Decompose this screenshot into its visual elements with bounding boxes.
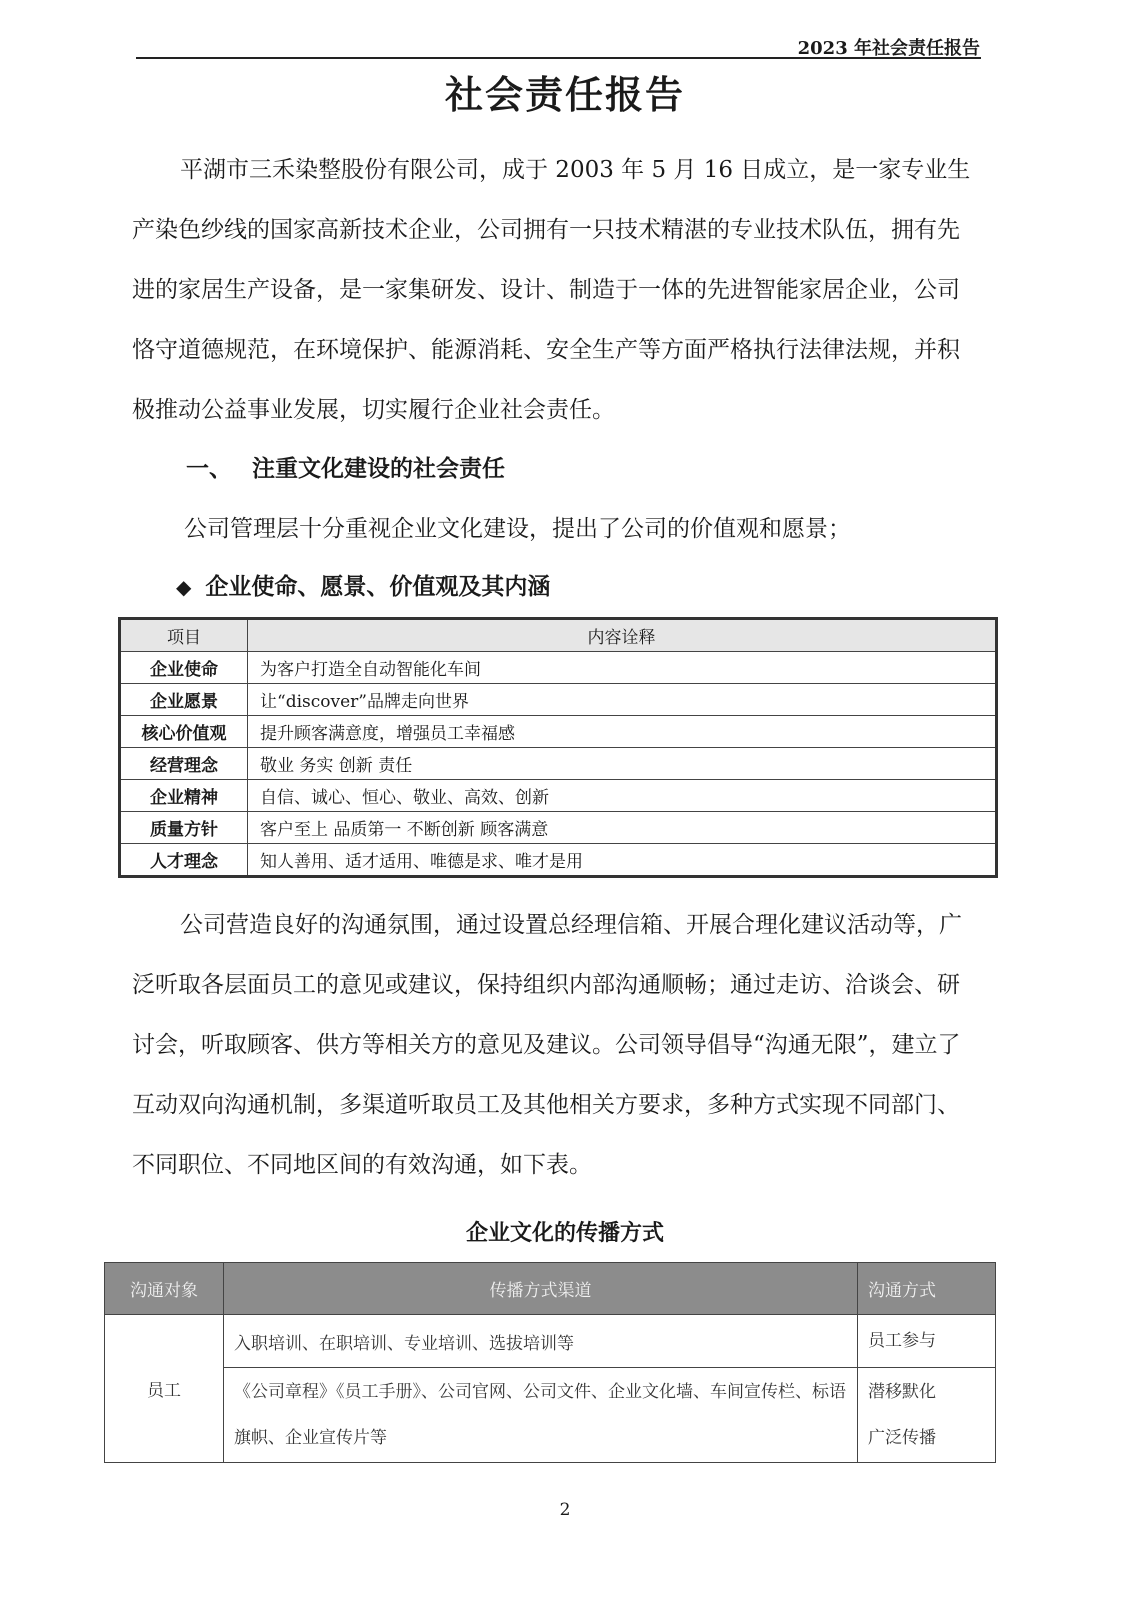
column-header: 沟通方式: [858, 1263, 996, 1315]
table-header-row: [120, 619, 997, 652]
section-title: 注重文化建设的社会责任: [252, 455, 505, 482]
subsection-heading: [176, 568, 550, 601]
method-cell: [858, 1368, 996, 1463]
column-header: 项目: [120, 619, 248, 652]
culture-table-title: 企业文化的传播方式: [465, 1220, 664, 1246]
section-number: 一、: [186, 455, 232, 482]
communication-paragraph: [132, 895, 982, 1195]
values-table: [118, 617, 998, 878]
communication-text: 公司营造良好的沟通氛围，通过设置总经理信箱、开展合理化建议活动等，广泛听取各层面员工的意见或建议，保持组织内部沟通顺畅；通过走访、洽谈会、研讨会，听取顾客、供方等相关方的意见及建议。公司领导倡导“沟通无限”，建立了互动双向沟通机制，多渠道听取员工及其他相关方要求，多种方式实现不同部门、不同职位、不同地区间的有效沟通，如下表。: [132, 912, 962, 1178]
section-intro-text: 公司管理层十分重视企业文化建设，提出了公司的价值观和愿景；: [184, 516, 851, 542]
table-row: [105, 1368, 996, 1463]
diamond-bullet-icon: ◆: [176, 575, 192, 599]
header-divider: [136, 57, 981, 59]
method-text: 潜移默化: [868, 1382, 936, 1402]
method-text: 员工参与: [868, 1331, 936, 1351]
method-cell: [858, 1315, 996, 1368]
row-value: 为客户打造全自动智能化车间: [248, 652, 997, 684]
row-label: 企业使命: [120, 652, 248, 684]
table-row: [105, 1315, 996, 1368]
channel-cell: 《公司章程》《员工手册》、公司官网、公司文件、企业文化墙、车间宣传栏、标语旗帜、企业宣传片等: [224, 1368, 858, 1463]
row-value: 自信、诚心、恒心、敬业、高效、创新: [248, 780, 997, 812]
row-label: 企业愿景: [120, 684, 248, 716]
table-row: [120, 748, 997, 780]
communication-target: 员工: [105, 1315, 224, 1463]
row-label: 企业精神: [120, 780, 248, 812]
intro-paragraph: [132, 140, 982, 440]
table-header-row: [105, 1263, 996, 1315]
row-value: 提升顾客满意度，增强员工幸福感: [248, 716, 997, 748]
subsection-title: 企业使命、愿景、价值观及其内涵: [205, 573, 551, 600]
table-row: [120, 780, 997, 812]
section-heading: [186, 450, 505, 483]
page-number: 2: [559, 1500, 571, 1520]
table-row: [120, 684, 997, 716]
row-label: 人才理念: [120, 844, 248, 877]
culture-table: [104, 1262, 996, 1463]
intro-text: 平湖市三禾染整股份有限公司，成于 2003 年 5 月 16 日成立，是一家专业生产染色纱线的国家高新技术企业，公司拥有一只技术精湛的专业技术队伍，拥有先进的家居生产设备，是一家集研发、设计、制造于一体的先进智能家居企业，公司恪守道德规范，在环境保护、能源消耗、安全生产等方面严格执行法律法规，并积极推动公益事业发展，切实履行企业社会责任。: [132, 157, 971, 423]
row-value: 知人善用、适才适用、唯德是求、唯才是用: [248, 844, 997, 877]
column-header: 沟通对象: [105, 1263, 224, 1315]
row-value: 让“discover”品牌走向世界: [248, 684, 997, 716]
column-header: 传播方式渠道: [224, 1263, 858, 1315]
method-text: 广泛传播: [868, 1428, 936, 1448]
table-row: [120, 652, 997, 684]
table-row: [120, 716, 997, 748]
row-value: 敬业 务实 创新 责任: [248, 748, 997, 780]
table-row: [120, 812, 997, 844]
row-label: 经营理念: [120, 748, 248, 780]
row-label: 核心价值观: [120, 716, 248, 748]
column-header: 内容诠释: [248, 619, 997, 652]
row-value: 客户至上 品质第一 不断创新 顾客满意: [248, 812, 997, 844]
channel-cell: 入职培训、在职培训、专业培训、选拔培训等: [224, 1315, 858, 1368]
page-title: 社会责任报告: [444, 72, 685, 117]
row-label: 质量方针: [120, 812, 248, 844]
table-row: [120, 844, 997, 877]
report-header-title: 2023 年社会责任报告: [797, 38, 980, 59]
